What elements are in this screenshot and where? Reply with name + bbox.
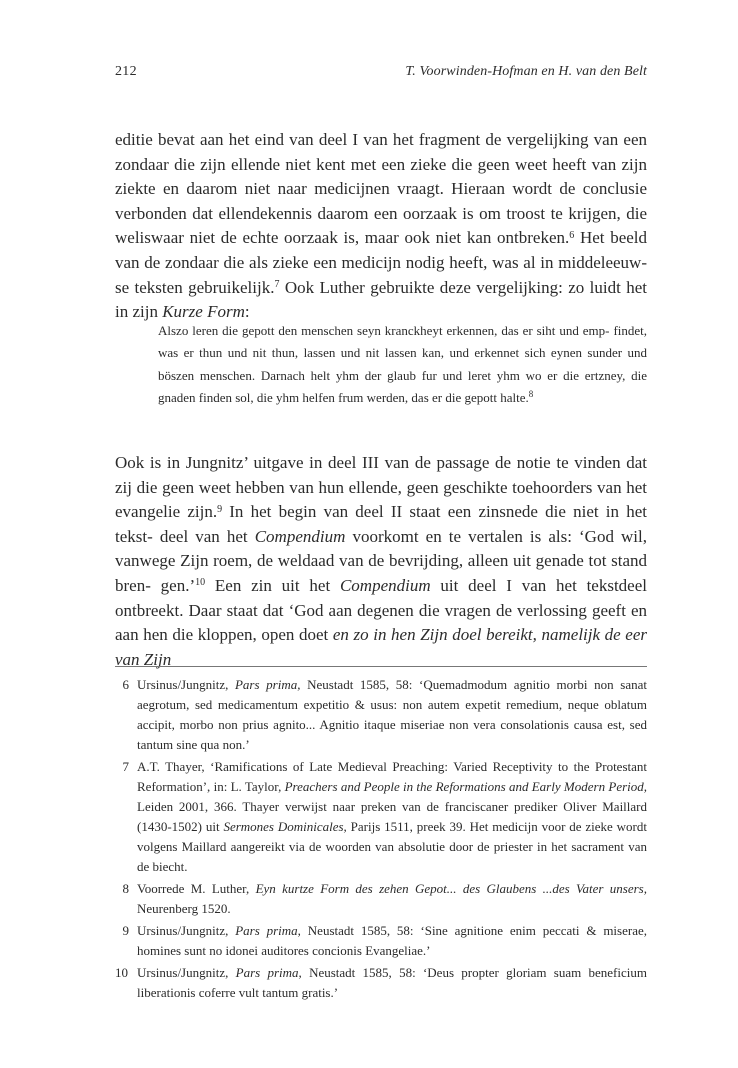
- quote-line: halte.: [500, 389, 529, 405]
- work-title-pars-prima: Pars prima,: [234, 677, 301, 692]
- running-head: [115, 62, 647, 82]
- footnote-6: [115, 675, 647, 755]
- footnote-text-line: causa est, sed tantum sine qua non.’: [137, 717, 648, 752]
- footnote-text-line: Ursinus/Jungnitz,: [137, 965, 236, 980]
- body-text-line: Ook is in Jungnitz’ uitgave in deel III van de passage de notie te vinden dat zij: [115, 453, 647, 497]
- footnote-8: [115, 879, 647, 919]
- body-text-line: Een zin uit het: [205, 575, 340, 595]
- footnote-number: 7: [122, 759, 129, 774]
- footnote-text-line: homines sunt no idonei auditores concionis Evangeliae.’: [137, 943, 431, 958]
- body-text-line: se teksten gebruikelijk.: [115, 277, 275, 297]
- footnote-divider: [115, 666, 647, 667]
- book-page: [115, 0, 647, 1068]
- footnote-reference-7[interactable]: 7: [274, 279, 280, 291]
- work-title-kurze-form: Kurze Form: [162, 302, 245, 322]
- quote-line: sunder und böszen menschen. Darnach helt yhm der glaub fur und leret yhm wo er: [158, 345, 648, 383]
- footnote-9: [115, 921, 647, 961]
- footnote-text-line: Ursinus/Jungnitz,: [137, 923, 236, 938]
- body-text-line: Het beeld: [574, 228, 648, 248]
- footnote-number: 9: [122, 923, 129, 938]
- page-number: 212: [115, 64, 137, 79]
- body-text-line: voorkomt en te vertalen is als: ‘God wil, vanwege: [115, 526, 647, 571]
- body-text-line: kloppen, open doet: [197, 625, 333, 645]
- block-quote: [158, 320, 647, 409]
- body-text-line: die geen weet hebben van hun ellende, geen geschikte toehoorders van het: [136, 477, 648, 497]
- work-title-sermones-dominicales: Sermones Dominicales,: [223, 819, 347, 834]
- footnote-reference-6[interactable]: 6: [569, 229, 575, 241]
- footnote-7: [115, 757, 647, 877]
- footnote-reference-8[interactable]: 8: [528, 388, 534, 399]
- footnote-text-line: liberationis coferre vult tantum gratis.’: [137, 985, 339, 1000]
- footnote-text-line: Neustadt 1585, 58: ‘Sine agnitione enim peccati & miserae,: [300, 923, 647, 938]
- running-head-authors: T. Voorwinden-Hofman en H. van den Belt: [405, 64, 647, 79]
- footnote-reference-9[interactable]: 9: [217, 503, 223, 515]
- body-text-line: deel van het: [159, 526, 255, 546]
- quote-line: findet, was er thun und nit thun, lassen und nit lassen kan, und erkennet sich eynen: [158, 323, 648, 361]
- body-text-line: ziekte en daarom niet naar medicijnen vraagt. Hieraan wordt de conclusie: [115, 179, 647, 199]
- footnotes-list: [115, 675, 647, 1005]
- work-title-eyn-kurtze-form: Eyn kurtze Form des zehen Gepot... des Glaubens ...des Vater unsers,: [255, 881, 647, 896]
- footnote-text-line: voor de zieke wordt volgens Maillard aangereikt via de woorden van absolutie door de: [137, 819, 647, 854]
- footnote-text-line: Neustadt 1585, 58: ‘Deus propter gloriam suam beneficium: [301, 965, 647, 980]
- body-text-line: weliswaar niet de echte oorzaak is, maar ook niet kan ontbreken.: [115, 228, 570, 248]
- work-title-compendium: Compendium: [254, 526, 346, 546]
- footnote-number: 8: [122, 881, 129, 896]
- footnote-number: 10: [115, 965, 128, 980]
- body-text-line: Zijn roem, de weldaad van de bevrijding, alleen uit genade tot stand bren-: [115, 551, 648, 595]
- body-text-line: verbonden dat ellendekennis daarom een oorzaak is om troost te krijgen, die: [115, 203, 647, 223]
- footnote-number: 6: [122, 677, 129, 692]
- work-title-preachers-and-people: Preachers and People in the Reformations and Early: [284, 779, 561, 794]
- body-text-punctuation: :: [244, 302, 250, 322]
- body-text-line: gen.’: [160, 575, 196, 595]
- footnote-text-line: priester in het sacrament van de biecht.: [137, 839, 648, 874]
- body-text-line: Ook Luther gebruikte deze vergelijking: zo luidt het: [279, 277, 647, 297]
- work-title-pars-prima: Pars prima,: [235, 923, 301, 938]
- footnote-text-line: Protestant Reformation’, in: L. Taylor,: [137, 759, 648, 794]
- work-title-preachers-and-people: Modern Period,: [563, 779, 648, 794]
- body-text-line: in zijn: [115, 302, 163, 322]
- footnote-text-line: Neustadt 1585, 58: ‘Quemadmodum agnitio morbi non: [300, 677, 614, 692]
- work-title-compendium: Compendium: [339, 575, 431, 595]
- body-text-line: van de zondaar die als zieke een medicijn nodig heeft, was al in middeleeuw-: [115, 252, 647, 272]
- body-text-line: Daar staat dat ‘God aan degenen die vragen de verlossing geeft en aan hen die: [115, 600, 648, 645]
- body-paragraph-2: [115, 451, 647, 672]
- body-text-line: editie bevat aan het eind van deel I van het fragment de vergelijking van een: [115, 130, 647, 149]
- footnote-reference-10[interactable]: 10: [195, 577, 206, 589]
- footnote-text-line: Parijs 1511, preek 39. Het medicijn: [346, 819, 538, 834]
- quote-line: die ertzney, die gnaden finden sol, die yhm helfen frum werden, das er die gepott: [158, 367, 648, 405]
- body-text-line: uit deel I van het tekstdeel ontbreekt.: [115, 575, 647, 620]
- body-text-line: In het begin van deel II staat een zinsnede die niet in het tekst-: [115, 502, 647, 546]
- footnote-text-line: Leiden 2001, 366. Thayer verwijst naar preken van de franciscaner prediker: [137, 799, 558, 814]
- footnote-text-line: A.T. Thayer, ‘Ramifications of Late Medieval Preaching: Varied Receptivity to the: [137, 759, 590, 774]
- footnote-text-line: Oliver Maillard (1430-1502) uit: [137, 799, 647, 834]
- footnote-text-line: sanat aegrotum, sed medicamentum expetitio & usus: non autem expetit remedium, neque: [137, 677, 647, 712]
- footnote-10: [115, 963, 647, 1003]
- footnote-text-line: Neurenberg 1520.: [137, 901, 231, 916]
- work-title-pars-prima: Pars prima,: [235, 965, 302, 980]
- body-paragraph-1: [115, 128, 647, 325]
- italic-emphasis: en zo in hen Zijn doel bereikt, namelijk de eer van Zijn: [115, 625, 647, 669]
- footnote-text-line: oblatum accipit, morbo non prius agnito... Agnitio itaque miseriae non vera consolationis: [137, 697, 648, 732]
- quote-line: Alszo leren die gepott den menschen seyn kranckheyt erkennen, das er siht und emp-: [158, 323, 610, 338]
- body-text-line: zondaar die zijn ellende niet kent met een zieke die geen weet heeft van zijn: [115, 154, 647, 174]
- footnote-text-line: Ursinus/Jungnitz,: [137, 677, 235, 692]
- footnote-text-line: Voorrede M. Luther,: [137, 881, 256, 896]
- body-text-line: evangelie zijn.: [115, 502, 218, 522]
